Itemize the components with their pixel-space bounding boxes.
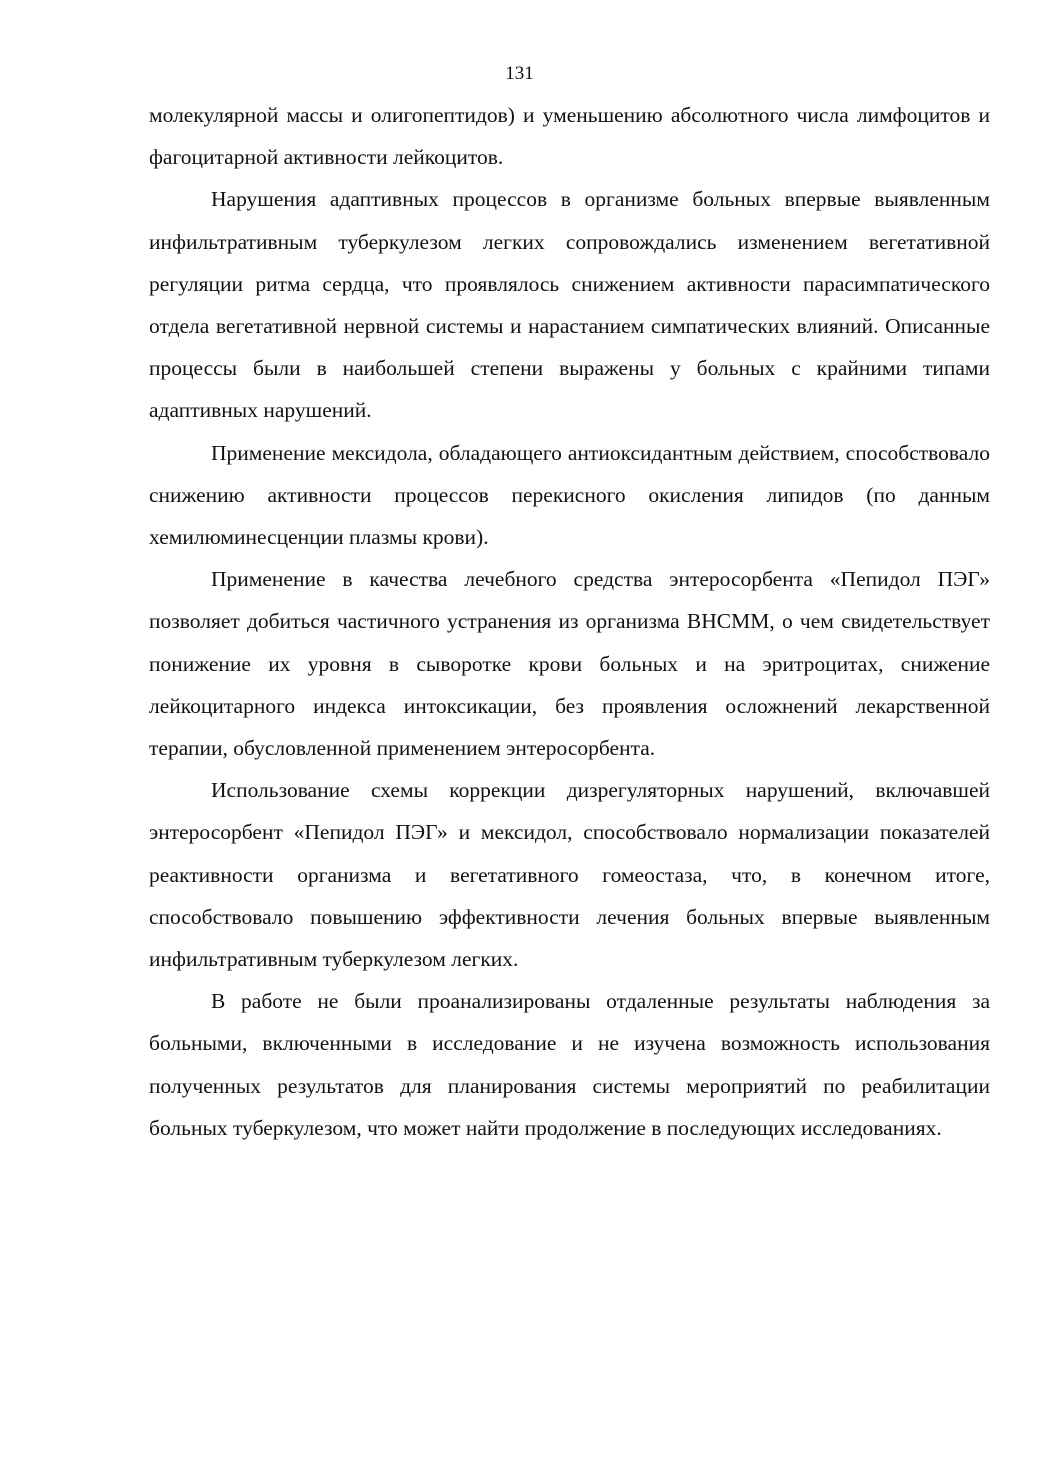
paragraph-limitations: В работе не были проанализированы отдаленные результаты наблюдения за больными, включенными в исследование и не изучена возможность использования полученных результатов для планирования системы мероприятий по реабилитации больных туберкулезом, что может найти продолжение в последующих исследованиях.: [149, 989, 990, 1140]
paragraph-correction-scheme: Использование схемы коррекции дизрегуляторных нарушений, включавшей энтеросорбент «Пепидол ПЭГ» и мексидол, способствовало нормализации показателей реактивности организма и вегетативного гомеостаза, что, в конечном итоге, способствовало повышению эффективности лечения больных впервые выявленным инфильтративным туберкулезом легких.: [149, 778, 990, 972]
page-number: 131: [505, 63, 534, 84]
paragraph-mexidol: Применение мексидола, обладающего антиоксидантным действием, способствовало снижению активности процессов перекисного окисления липидов (по данным хемилюминесценции плазмы крови).: [149, 440, 990, 550]
paragraph-adaptive-processes: Нарушения адаптивных процессов в организме больных впервые выявленным инфильтративным туберкулезом легких сопровождались изменением вегетативной регуляции ритма сердца, что проявлялось снижением активности парасимпатического отдела вегетативной нервной системы и нарастанием симпатических влияний. Описанные процессы были в наибольшей степени выражены у больных с крайними типами адаптивных нарушений.: [149, 187, 990, 423]
body-text: [149, 94, 990, 1149]
paragraph-continuation: молекулярной массы и олигопептидов) и уменьшению абсолютного числа лимфоцитов и фагоцитарной активности лейкоцитов.: [149, 103, 990, 170]
paragraph-enterosorbent: Применение в качества лечебного средства энтеросорбента «Пепидол ПЭГ» позволяет добиться частичного устранения из организма ВНСММ, о чем свидетельствует понижение их уровня в сыворотке крови больных и на эритроцитах, снижение лейкоцитарного индекса интоксикации, без проявления осложнений лекарственной терапии, обусловленной применением энтеросорбента.: [149, 567, 990, 761]
